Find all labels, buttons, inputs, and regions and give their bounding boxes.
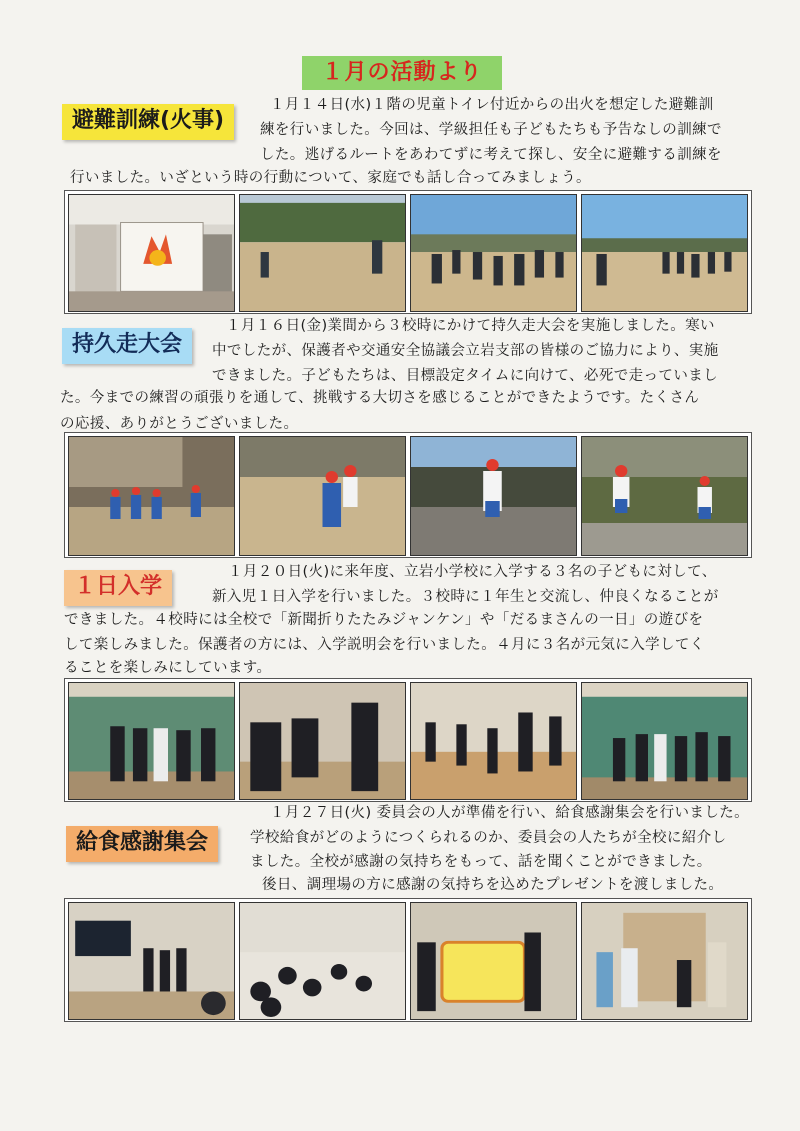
photo-schoolyard-3 — [581, 194, 748, 312]
text-line: 練を行いました。今回は、学級担任も子どもたちも予告なしの訓練で — [260, 122, 722, 138]
photo-gym-seated — [239, 902, 406, 1020]
photo-fire-sign — [68, 194, 235, 312]
photo-schoolyard-1 — [239, 194, 406, 312]
text-line: 中でしたが、保護者や交通安全協議会立岩支部の皆様のご協力により、実施 — [212, 343, 719, 359]
photo-classroom-1 — [68, 682, 235, 800]
text-line: 行いました。いざという時の行動について、家庭でも話し合ってみましょう。 — [70, 170, 591, 186]
photo-row-evacuation-drill — [64, 190, 752, 314]
text-line: １月１４日(水)１階の児童トイレ付近からの出火を想定した避難訓 — [270, 97, 714, 113]
text-line: １月１６日(金)業間から３校時にかけて持久走大会を実施しました。寒い — [226, 318, 715, 334]
photo-row-entrance-day — [64, 678, 752, 802]
text-line: １月２７日(火) 委員会の人が準備を行い、給食感謝集会を行いました。 — [270, 805, 750, 821]
photo-runners-track — [239, 436, 406, 556]
text-line: 新入児１日入学を行いました。３校時に１年生と交流し、仲良くなることが — [212, 589, 719, 605]
photo-classroom-2 — [239, 682, 406, 800]
text-line: した。逃げるルートをあわてずに考えて探し、安全に避難する訓練を — [260, 147, 722, 163]
page-title: １月の活動より — [302, 56, 502, 90]
text-line: 後日、調理場の方に感謝の気持ちを込めたプレゼントを渡しました。 — [262, 877, 724, 893]
section-heading-entrance-day: １日入学 — [64, 570, 172, 606]
photo-runners-hill — [581, 436, 748, 556]
photo-runner-road — [410, 436, 577, 556]
section-heading-evacuation-drill: 避難訓練(火事) — [62, 104, 234, 140]
section-heading-lunch-gratitude: 給食感謝集会 — [66, 826, 218, 862]
photo-classroom-3 — [581, 682, 748, 800]
photo-row-endurance-run — [64, 432, 752, 558]
text-line: １月２０日(火)に来年度、立岩小学校に入学する３名の子どもに対して、 — [228, 564, 717, 580]
photo-presentation — [410, 902, 577, 1020]
photo-gym — [410, 682, 577, 800]
photo-library — [68, 902, 235, 1020]
photo-row-lunch-gratitude — [64, 898, 752, 1022]
photo-runners-start — [68, 436, 235, 556]
text-line: できました。４校時には全校で「新聞折りたたみジャンケン」や「だるまさんの一日」の遊びを — [64, 612, 704, 628]
photo-schoolyard-2 — [410, 194, 577, 312]
text-line: ました。全校が感謝の気持ちをもって、話を聞くことができました。 — [250, 854, 712, 870]
text-line: の応援、ありがとうございました。 — [60, 416, 299, 432]
text-line: できました。子どもたちは、目標設定タイムに向けて、必死で走っていまし — [212, 368, 719, 384]
section-heading-endurance-run: 持久走大会 — [62, 328, 192, 364]
text-line: して楽しみました。保護者の方には、入学説明会を行いました。４月に３名が元気に入学してく — [64, 637, 705, 653]
text-line: 学校給食がどのようにつくられるのか、委員会の人たちが全校に紹介し — [250, 830, 727, 846]
photo-kitchen-staff — [581, 902, 748, 1020]
text-line: ることを楽しみにしています。 — [64, 660, 272, 676]
text-line: た。今までの練習の頑張りを通して、挑戦する大切さを感じることができたようです。たくさん — [60, 390, 700, 406]
